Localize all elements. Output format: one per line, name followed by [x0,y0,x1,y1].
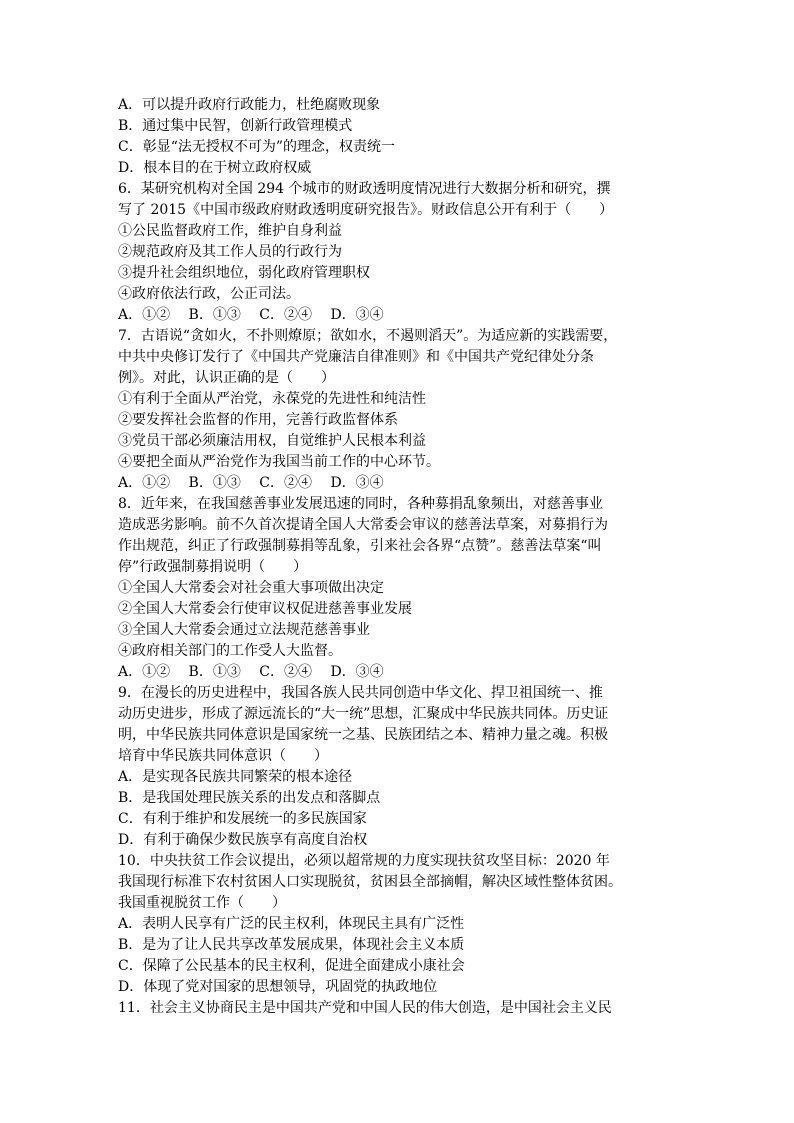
text-line: ①公民监督政府工作，维护自身利益 [118,223,342,239]
text-line: ①有利于全面从严治党，永葆党的先进性和纯洁性 [118,391,426,407]
text-line: 动历史进步，形成了源远流长的“大一统”思想，汇聚成中华民族共同体。历史证 [118,706,609,722]
text-line: B．是我国处理民族关系的出发点和落脚点 [118,790,381,806]
text-line: ④政府相关部门的工作受人大监督。 [118,643,342,659]
answer-options: A．①② B．①③ C．②④ D．③④ [118,664,384,680]
text-line: B．是为了让人民共享改革发展成果，体现社会主义本质 [118,937,465,953]
text-line: B．通过集中民智，创新行政管理模式 [118,118,353,134]
text-line: A．可以提升政府行政能力，杜绝腐败现象 [118,97,381,113]
text-line: A．表明人民享有广泛的民主权利，体现民主具有广泛性 [118,916,465,932]
text-line: 培育中华民族共同体意识（ ） [118,748,328,764]
text-line: ③党员干部必须廉洁用权，自觉维护人民根本利益 [118,433,426,449]
text-line: C．彰显“法无授权不可为”的理念，权责统一 [118,139,396,155]
question-9-text: 9．在漫长的历史进程中，我国各族人民共同创造中华文化、捍卫祖国统一、推 [118,685,603,701]
text-line: A．是实现各民族共同繁荣的根本途径 [118,769,353,785]
text-line: 造成恶劣影响。前不久首次提请全国人大常委会审议的慈善法草案，对募捐行为 [118,517,608,533]
text-line: ②规范政府及其工作人员的行政行为 [118,244,342,260]
text-line: ②全国人大常委会行使审议权促进慈善事业发展 [118,601,412,617]
question-7-text: 7．古语说“贪如火，不扑则燎原；欲如水，不遏则滔天”。为适应新的实践需要， [118,328,618,344]
text-line: ④要把全面从严治党作为我国当前工作的中心环节。 [118,454,440,470]
text-line: 停”行政强制募捐说明（ ） [118,559,308,575]
text-line: 我国重视脱贫工作（ ） [118,895,286,911]
document-page [118,95,678,1019]
question-11-text: 11．社会主义协商民主是中国共产党和中国人民的伟大创造，是中国社会主义民 [118,1000,612,1016]
text-line: 中共中央修订发行了《中国共产党廉洁自律准则》和《中国共产党纪律处分条 [118,349,594,365]
question-6-text: 6．某研究机构对全国 294 个城市的财政透明度情况进行大数据分析和研究，撰 [118,181,611,197]
question-10-text: 10．中央扶贫工作会议提出，必须以超常规的力度实现扶贫攻坚目标：2020 年 [118,853,610,869]
text-line: ①全国人大常委会对社会重大事项做出决定 [118,580,384,596]
text-line: ②要发挥社会监督的作用，完善行政监督体系 [118,412,398,428]
text-line: ③提升社会组织地位，弱化政府管理职权 [118,265,370,281]
text-line: 我国现行标准下农村贫困人口实现脱贫，贫困县全部摘帽，解决区域性整体贫困。 [118,874,622,890]
text-line: 作出规范，纠正了行政强制募捐等乱象，引来社会各界“点赞”。慈善法草案“叫 [118,538,602,554]
text-line: 写了 2015《中国市级政府财政透明度研究报告》。财政信息公开有利于（ ） [118,202,614,218]
text-line: D．体现了党对国家的思想领导，巩固党的执政地位 [118,979,438,995]
text-line: C．保障了公民基本的民主权利，促进全面建成小康社会 [118,958,465,974]
answer-options: A．①② B．①③ C．②④ D．③④ [118,475,384,491]
answer-options: A．①② B．①③ C．②④ D．③④ [118,307,384,323]
question-8-text: 8．近年来，在我国慈善事业发展迅速的同时，各种募捐乱象频出，对慈善事业 [118,496,603,512]
text-line: C．有利于维护和发展统一的多民族国家 [118,811,367,827]
text-line: D．根本目的在于树立政府权威 [118,160,312,176]
text-line: ③全国人大常委会通过立法规范慈善事业 [118,622,370,638]
text-line: D．有利于确保少数民族享有高度自治权 [118,832,368,848]
text-line: 例》。对此，认识正确的是（ ） [118,370,335,386]
text-line: 明，中华民族共同体意识是国家统一之基、民族团结之本、精神力量之魂。积极 [118,727,608,743]
text-line: ④政府依法行政，公正司法。 [118,286,300,302]
